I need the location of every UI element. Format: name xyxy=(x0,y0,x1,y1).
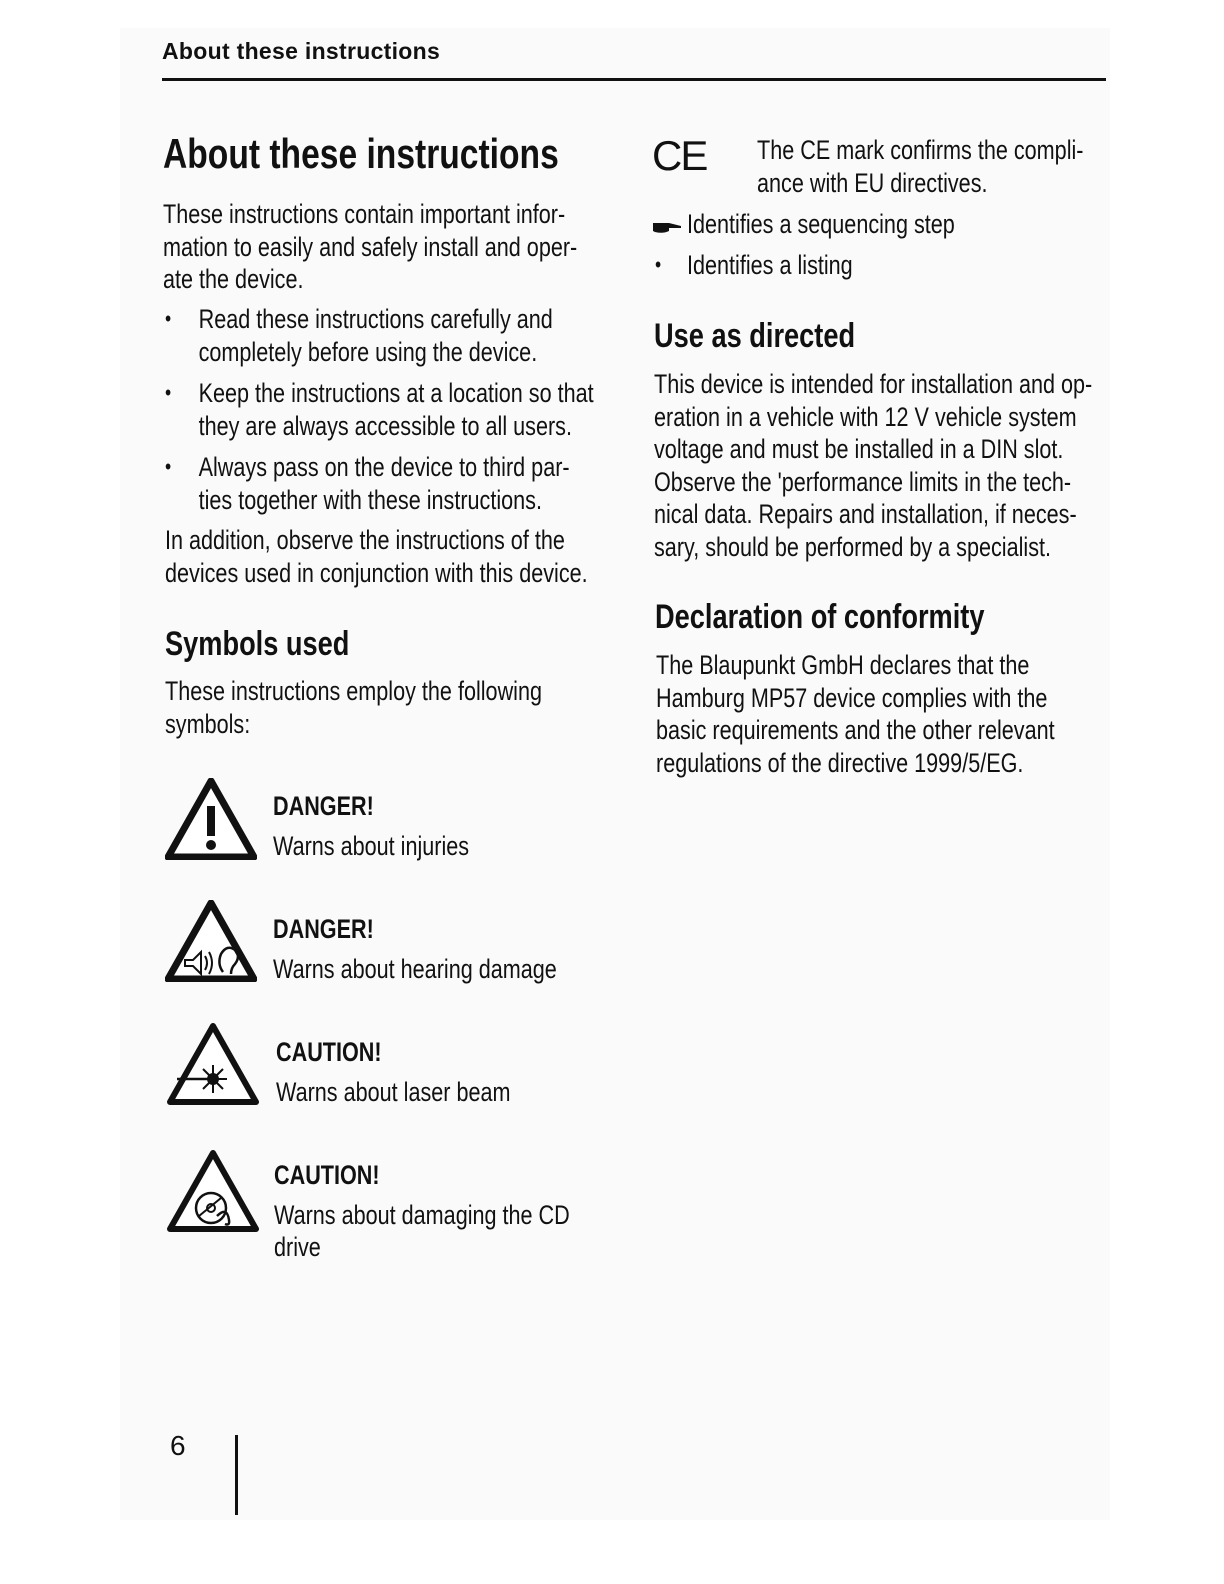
warning-text: Warns about injuries xyxy=(273,831,470,861)
running-header: About these instructions xyxy=(162,38,441,64)
bullet-icon: • xyxy=(165,306,172,331)
use-line: voltage and must be installed in a DIN slot. xyxy=(654,434,1064,464)
conformity-line: Hamburg MP57 device complies with the xyxy=(656,682,1048,713)
symbol-item-text: Identifies a listing xyxy=(687,250,853,280)
laser-beam-warning-icon xyxy=(167,1023,259,1105)
use-as-directed-heading: Use as directed xyxy=(654,317,856,355)
bullet-line: Read these instructions carefully and xyxy=(198,304,553,334)
bullet-icon: • xyxy=(655,252,662,277)
use-heading-wrap xyxy=(654,316,855,356)
warning-text: Warns about laser beam xyxy=(276,1077,511,1107)
bullet-icon: • xyxy=(165,454,172,479)
hearing-damage-warning-icon xyxy=(165,900,257,982)
warning-title: CAUTION! xyxy=(274,1160,380,1190)
header-rule xyxy=(162,78,1106,81)
ce-mark-icon: CE xyxy=(652,132,707,179)
symbols-heading-wrap xyxy=(165,624,349,664)
conformity-line: basic requirements and the other relevant xyxy=(656,715,1055,745)
left-title-wrap xyxy=(163,130,559,178)
intro-line: mation to easily and safely install and oper- xyxy=(163,231,578,262)
intro-line: These instructions contain important infor- xyxy=(163,199,566,229)
page-title: About these instructions xyxy=(163,130,559,177)
addition-line: devices used in conjunction with this device. xyxy=(165,557,588,588)
bullet-line: Keep the instructions at a location so that xyxy=(198,378,594,408)
exclamation-warning-icon xyxy=(165,778,257,860)
bullet-line: Always pass on the device to third par- xyxy=(198,452,570,482)
bullet-line: ties together with these instructions. xyxy=(198,484,542,515)
use-line: Observe the 'performance limits in the tech- xyxy=(654,466,1072,497)
cd-drive-warning-icon xyxy=(167,1150,259,1232)
warning-title: DANGER! xyxy=(273,791,374,821)
symbols-intro-line: symbols: xyxy=(165,708,251,739)
use-line: This device is intended for installation and op- xyxy=(654,369,1093,399)
declaration-of-conformity-heading: Declaration of conformity xyxy=(655,598,985,636)
ce-text-line: ance with EU directives. xyxy=(757,167,988,198)
bullet-icon: • xyxy=(165,380,172,405)
warning-text: Warns about hearing damage xyxy=(273,954,557,984)
use-line: nical data. Repairs and installation, if neces- xyxy=(654,499,1077,529)
warning-title: DANGER! xyxy=(273,914,374,944)
use-line: eration in a vehicle with 12 V vehicle system xyxy=(654,401,1077,432)
symbols-intro-line: These instructions employ the following xyxy=(165,676,542,706)
use-line: sary, should be performed by a specialist. xyxy=(654,531,1051,562)
page-number: 6 xyxy=(170,1430,186,1461)
conformity-heading-wrap xyxy=(655,597,984,637)
symbols-heading: Symbols used xyxy=(165,625,350,663)
warning-text: drive xyxy=(274,1232,321,1262)
intro-line: ate the device. xyxy=(163,264,304,294)
conformity-line: regulations of the directive 1999/5/EG. xyxy=(656,747,1024,778)
bullet-line: completely before using the device. xyxy=(198,336,538,367)
symbol-item-text: Identifies a sequencing step xyxy=(687,209,955,239)
bullet-line: they are always accessible to all users. xyxy=(198,410,572,441)
warning-title: CAUTION! xyxy=(276,1037,382,1067)
page-number-rule xyxy=(235,1435,238,1515)
conformity-line: The Blaupunkt GmbH declares that the xyxy=(656,650,1030,680)
pointing-hand-icon xyxy=(651,219,683,235)
ce-text-line: The CE mark confirms the compli- xyxy=(757,135,1084,165)
addition-line: In addition, observe the instructions of the xyxy=(165,525,565,555)
warning-text: Warns about damaging the CD xyxy=(274,1200,570,1230)
